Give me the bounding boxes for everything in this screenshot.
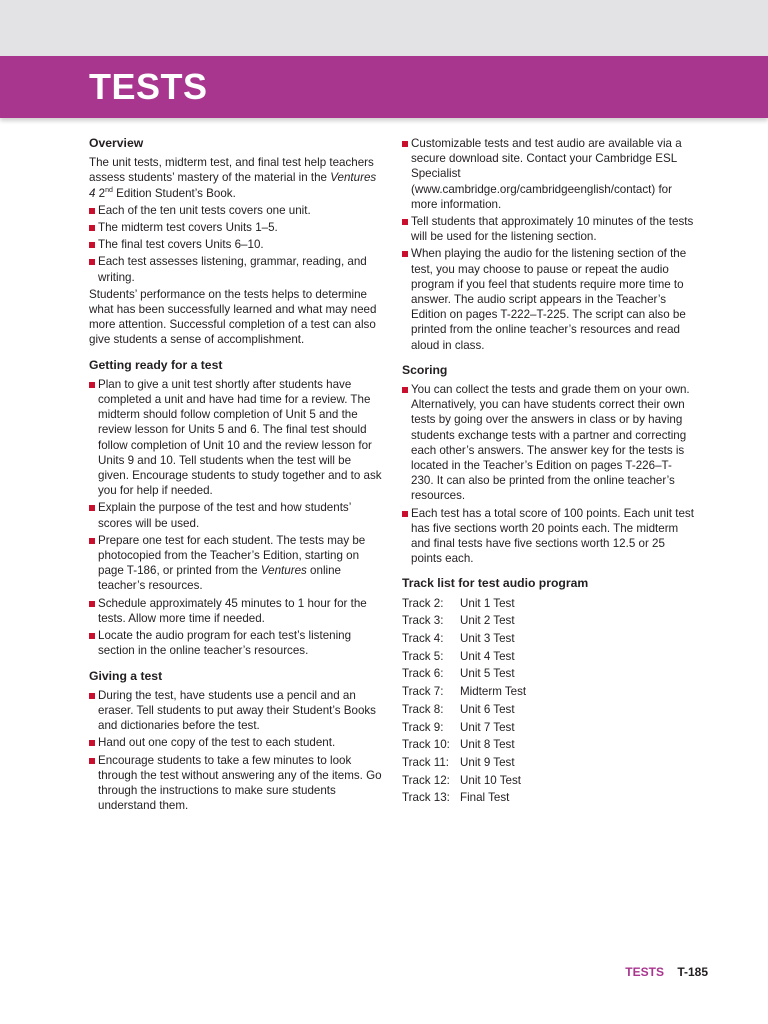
track-number: Track 11: xyxy=(402,755,450,769)
giving-heading: Giving a test xyxy=(89,668,163,683)
table-row xyxy=(402,684,526,702)
list-item: Each of the ten unit tests covers one unit. xyxy=(89,203,383,218)
track-title: Unit 2 Test xyxy=(460,614,515,628)
list-item xyxy=(89,533,383,594)
getting-ready-heading: Getting ready for a test xyxy=(89,357,223,372)
footer-section-label: TESTS xyxy=(625,965,664,979)
list-item: You can collect the tests and grade them on your own. Alternatively, you can have students correct their own tests by going over the answers in class or by having students exchange tests with a partner and correcting each other’s answers. The answer key for the tests is located in the Teacher’s Edition on pages T-226–T-230. It can also be printed from the online teacher’s resources. xyxy=(402,382,694,504)
table-row xyxy=(402,737,526,755)
table-row xyxy=(402,755,526,773)
footer-page-number: T-185 xyxy=(677,965,708,979)
scoring-section xyxy=(402,363,694,567)
table-row xyxy=(402,773,526,791)
prepare-text-b: online teacher’s resources. xyxy=(98,564,341,593)
list-item: Each test has a total score of 100 points. Each unit test has five sections worth 20 points each. The midterm and final tests have five sections worth 12.5 or 25 points each. xyxy=(402,506,694,567)
download-bullet-list xyxy=(402,136,694,353)
table-row xyxy=(402,702,526,720)
list-item: Tell students that approximately 10 minutes of the tests will be used for the listening section. xyxy=(402,214,694,244)
track-title: Unit 6 Test xyxy=(460,702,515,716)
track-number: Track 2: xyxy=(402,596,444,610)
track-number: Track 7: xyxy=(402,685,444,699)
table-row xyxy=(402,790,526,808)
track-title: Unit 10 Test xyxy=(460,773,522,787)
list-item: Explain the purpose of the test and how students’ scores will be used. xyxy=(89,500,383,530)
table-row xyxy=(402,596,526,614)
download-section xyxy=(402,136,694,353)
track-list-heading: Track list for test audio program xyxy=(402,576,589,591)
overview-intro xyxy=(89,155,383,201)
track-number: Track 13: xyxy=(402,791,450,805)
scoring-heading: Scoring xyxy=(402,362,448,377)
page-footer xyxy=(625,965,708,979)
track-number: Track 10: xyxy=(402,738,450,752)
track-number: Track 8: xyxy=(402,702,444,716)
title-banner xyxy=(0,56,768,118)
track-title: Unit 4 Test xyxy=(460,649,515,663)
track-title: Midterm Test xyxy=(460,685,527,699)
list-item: During the test, have students use a pencil and an eraser. Tell students to put away their Student’s Books and dictionaries before the test. xyxy=(89,688,383,734)
track-title: Unit 9 Test xyxy=(460,755,515,769)
track-number: Track 6: xyxy=(402,667,444,681)
overview-bullet-list xyxy=(89,203,383,285)
track-number: Track 9: xyxy=(402,720,444,734)
list-item: Locate the audio program for each test’s listening section in the online teacher’s resources. xyxy=(89,628,383,658)
list-item: Schedule approximately 45 minutes to 1 hour for the tests. Allow more time if needed. xyxy=(89,596,383,626)
scoring-bullet-list xyxy=(402,382,694,566)
track-title: Unit 8 Test xyxy=(460,738,515,752)
list-item: Plan to give a unit test shortly after students have completed a unit and have had time for a review. The midterm should follow completion of Unit 5 and the review lesson for Units 5 and 6. The final test should follow completion of Unit 10 and the review lesson for Units 9 and 10. Tell students when the test will be given. Encourage students to study together and to ask you for help if needed. xyxy=(89,377,383,499)
giving-bullet-list xyxy=(89,688,383,814)
right-column xyxy=(402,136,694,818)
list-item: Customizable tests and test audio are available via a secure download site. Contact your Cambridge ESL Specialist (www.cambridge.org/cambridgeenglish/contact) for more information. xyxy=(402,136,694,212)
track-title: Unit 7 Test xyxy=(460,720,515,734)
overview-intro-text-a: The unit tests, midterm test, and final test help teachers assess students’ mastery of the material in the xyxy=(89,156,374,185)
track-number: Track 12: xyxy=(402,773,450,787)
top-strip xyxy=(0,0,768,56)
track-number: Track 4: xyxy=(402,632,444,646)
table-row xyxy=(402,613,526,631)
list-item: Each test assesses listening, grammar, reading, and writing. xyxy=(89,254,383,284)
list-item: When playing the audio for the listening section of the test, you may choose to pause or repeat the audio program if you feel that students require more time to answer. The audio script appears in the Teacher’s Edition on pages T-222–T-225. The script can also be printed from the online teacher’s resources and read aloud in class. xyxy=(402,246,694,352)
list-item: The midterm test covers Units 1–5. xyxy=(89,220,383,235)
track-title: Unit 5 Test xyxy=(460,667,515,681)
getting-ready-section xyxy=(89,358,383,659)
track-title: Unit 1 Test xyxy=(460,596,515,610)
overview-intro-text-c: Edition Student’s Book. xyxy=(112,186,236,200)
table-row xyxy=(402,666,526,684)
overview-intro-italic: Ventures 4 xyxy=(89,171,377,200)
track-number: Track 5: xyxy=(402,649,444,663)
table-row xyxy=(402,720,526,738)
overview-intro-superscript: nd xyxy=(105,186,113,194)
prepare-text-a: Prepare one test for each student. The tests may be photocopied from the Teacher’s Edition, starting on page T-186, or printed from the xyxy=(98,533,366,578)
table-row xyxy=(402,649,526,667)
prepare-italic: Ventures xyxy=(260,564,307,578)
track-list-section xyxy=(402,576,694,807)
table-row xyxy=(402,631,526,649)
track-title: Unit 3 Test xyxy=(460,632,515,646)
left-column xyxy=(89,136,383,823)
track-title: Final Test xyxy=(460,791,510,805)
page-title: TESTS xyxy=(89,66,208,107)
overview-heading: Overview xyxy=(89,136,144,150)
track-number: Track 3: xyxy=(402,614,444,628)
overview-intro-text-b: 2 xyxy=(95,186,106,200)
overview-section xyxy=(89,136,383,348)
list-item: Encourage students to take a few minutes to look through the test without answering any of the items. Go through the instructions to make sure students understand them. xyxy=(89,753,383,814)
track-list-table xyxy=(402,596,526,808)
list-item: Hand out one copy of the test to each student. xyxy=(89,735,383,750)
giving-section xyxy=(89,669,383,814)
list-item: The final test covers Units 6–10. xyxy=(89,237,383,252)
overview-closing: Students’ performance on the tests helps to determine what has been successfully learned and what may need more attention. Successful completion of a test can also give students a sense of accomplishment. xyxy=(89,287,377,347)
getting-ready-bullet-list xyxy=(89,377,383,659)
